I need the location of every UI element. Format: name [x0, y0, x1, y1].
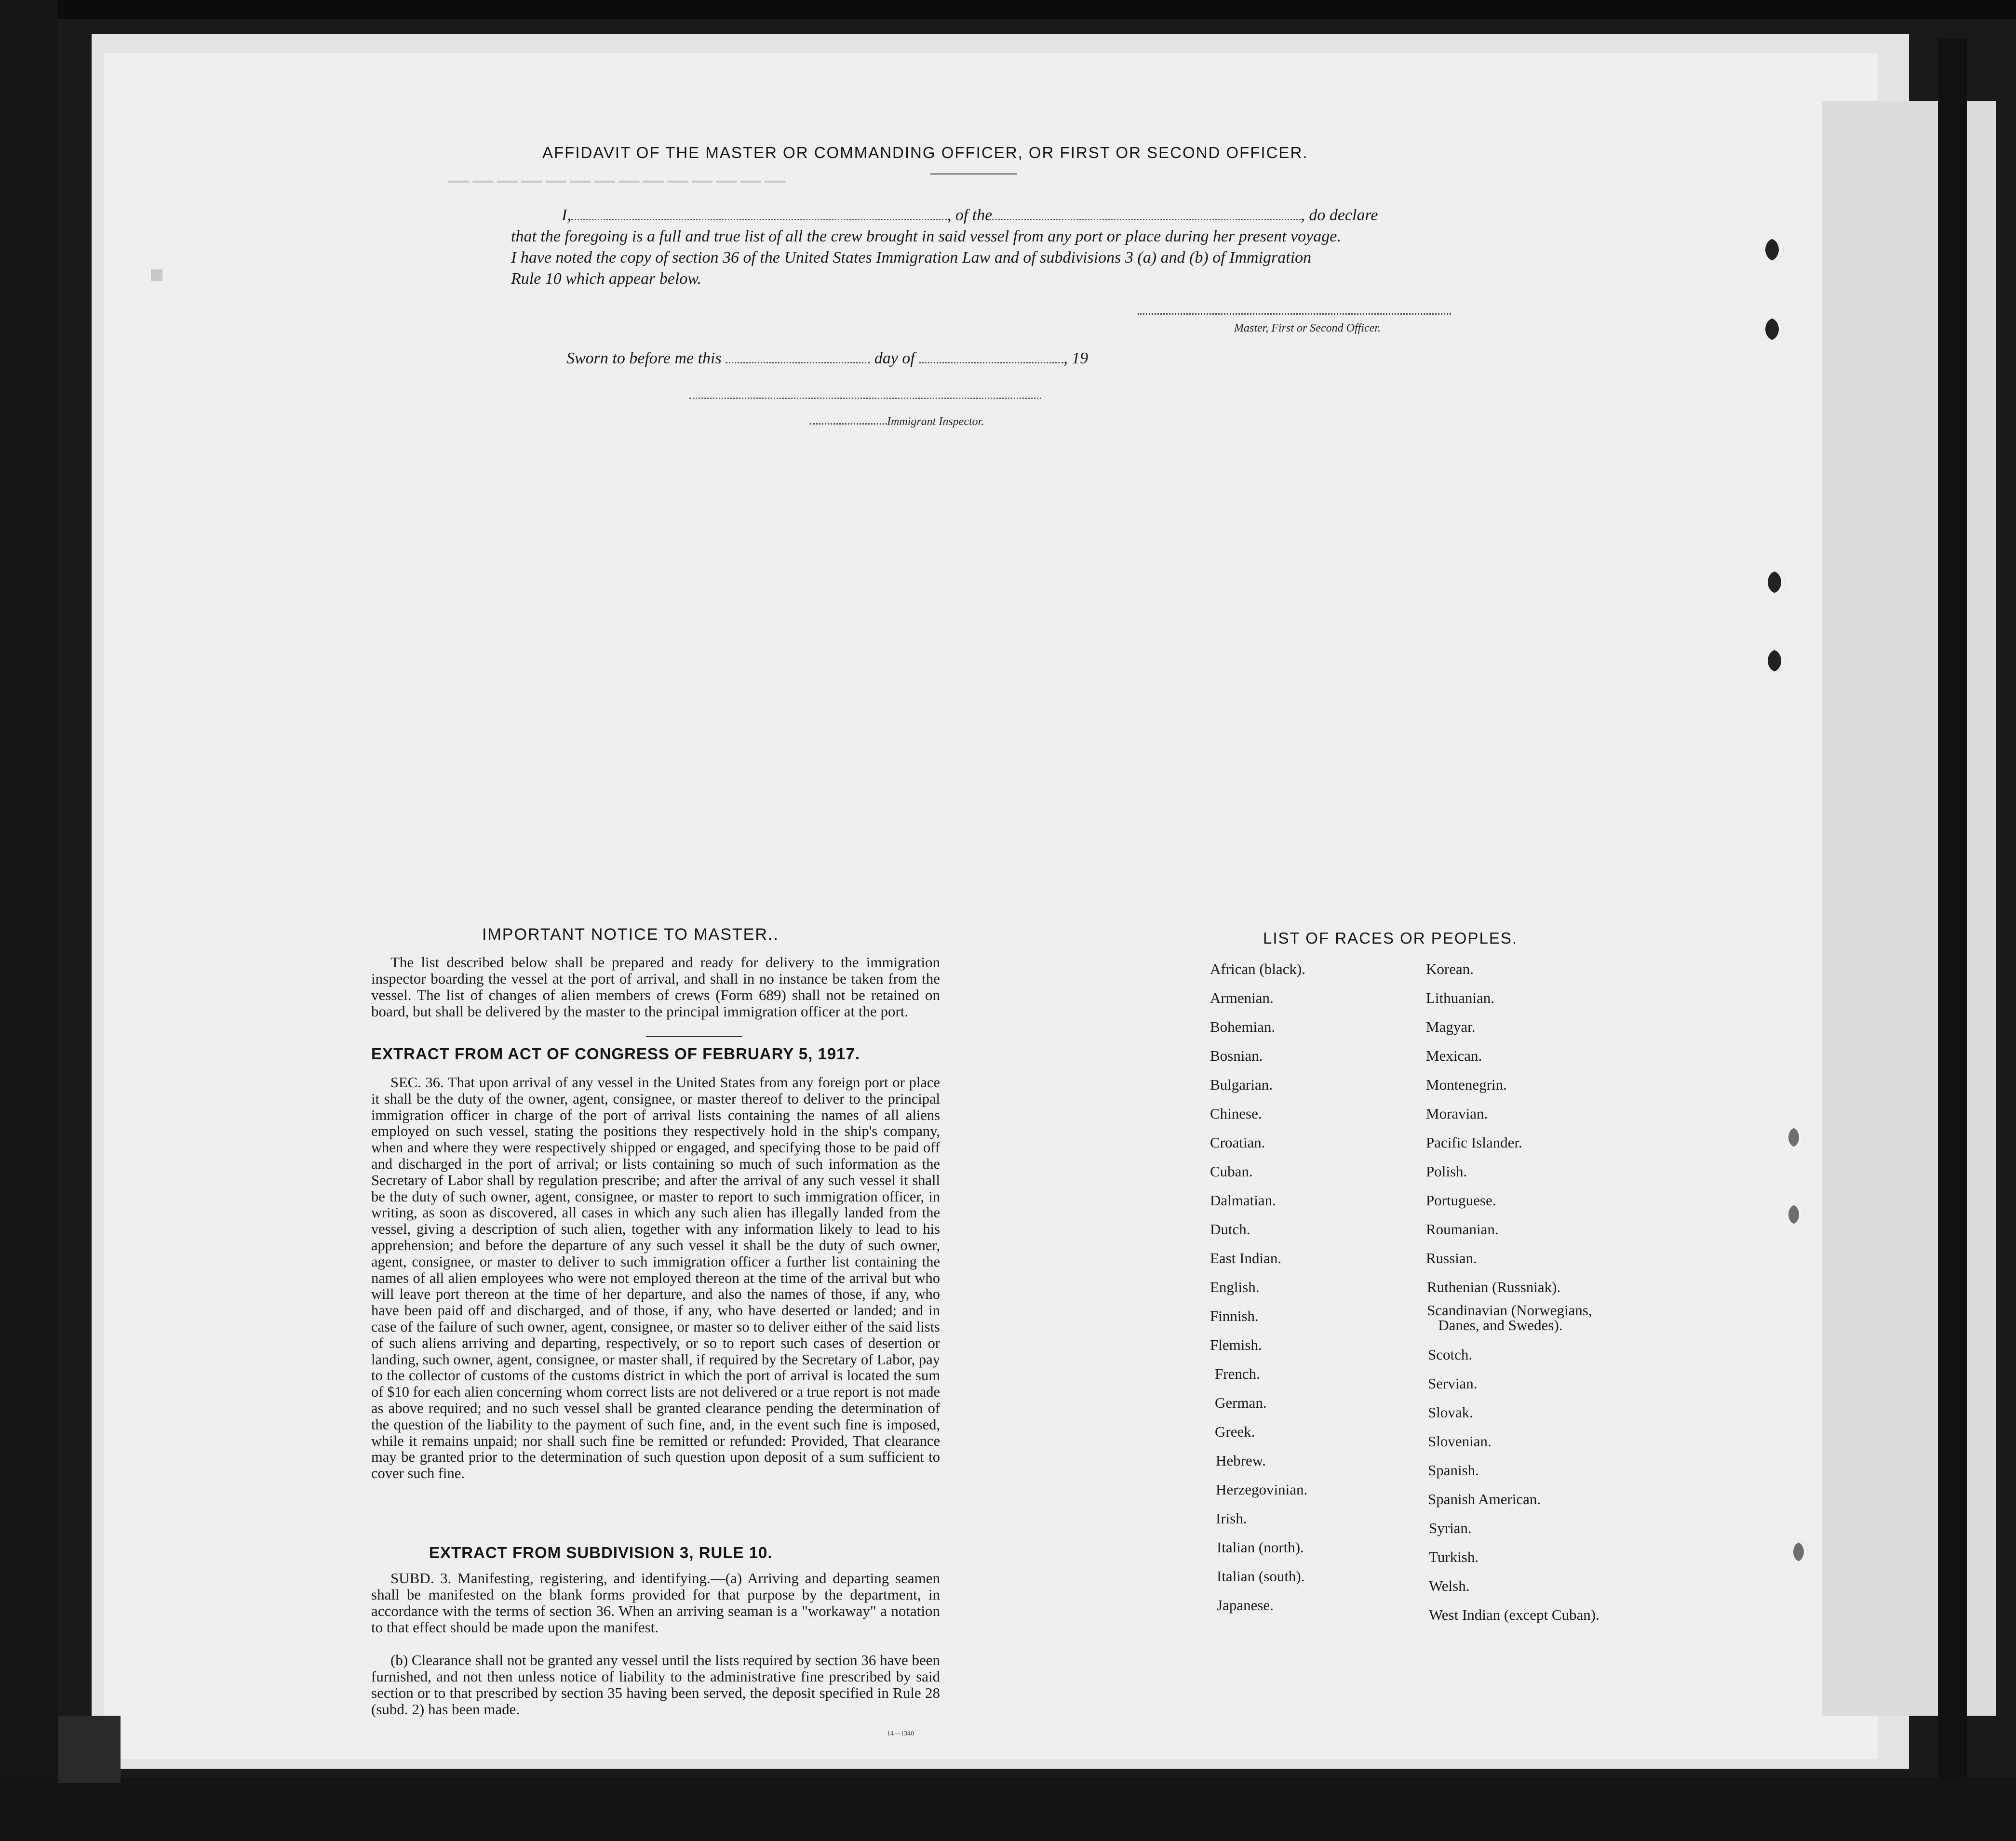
race-item: Korean. [1426, 961, 1474, 977]
race-item: Spanish American. [1428, 1491, 1541, 1507]
of-the-label: , of the [947, 206, 993, 224]
form-page [111, 96, 1817, 1759]
month-blank[interactable] [919, 362, 1063, 363]
bleed-through-mark: ■ [149, 261, 164, 288]
race-item: West Indian (except Cuban). [1429, 1606, 1599, 1623]
vessel-blank[interactable] [992, 219, 1301, 220]
race-item: Portuguese. [1426, 1192, 1496, 1209]
race-item: Chinese. [1210, 1105, 1262, 1122]
affidavit-title: AFFIDAVIT OF THE MASTER OR COMMANDING OFFICER, OR FIRST OR SECOND OFFICER. [542, 144, 1308, 161]
punch-hole-icon [1768, 650, 1786, 672]
race-item: Magyar. [1426, 1018, 1476, 1035]
inspector-signature-blank[interactable] [689, 398, 1041, 399]
race-item: Roumanian. [1426, 1221, 1499, 1238]
race-item: Lithuanian. [1426, 989, 1495, 1006]
punch-hole-icon [1788, 1128, 1803, 1147]
i-label: I, [562, 206, 571, 224]
race-item: Irish. [1216, 1510, 1247, 1527]
race-item: Turkish. [1429, 1548, 1479, 1565]
race-item: Dalmatian. [1210, 1192, 1276, 1209]
race-item: Welsh. [1429, 1577, 1470, 1594]
year-label: , 19 [1063, 349, 1089, 367]
adjacent-page-edge [1822, 101, 1996, 1716]
affidavit-line-2: that the foregoing is a full and true list of all the crew brought in said vessel from any port or place during her present voyage. [511, 227, 1341, 245]
race-item: Pacific Islander. [1426, 1134, 1522, 1151]
binding-shadow [58, 1716, 121, 1783]
race-item: Slovenian. [1428, 1433, 1492, 1450]
race-item: French. [1215, 1365, 1260, 1382]
race-item: Bulgarian. [1210, 1076, 1273, 1093]
race-item: Greek. [1215, 1423, 1255, 1440]
punch-hole-icon [1768, 571, 1786, 593]
act-extract-body: SEC. 36. That upon arrival of any vessel in the United States from any foreign port or place it shall be the duty of the owner, agent, consignee, or master thereof to deliver to the principal immigration officer in charge of the port of arrival lists containing the names of all aliens employed on such vessel, stating the positions they respectively hold in the ship's company, when and where they were respectively shipped or engaged, and specifying those to be paid off and discharged in the port of arrival; or lists containing so much of such information as the Secretary of Labor shall by regulation prescribe; and after the arrival of any such vessel it shall be the duty of such owner, agent, consignee, or master to report to such immigration officer, in writing, as soon as discovered, all cases in which any such alien has illegally landed from the vessel, giving a description of such alien, together with any information likely to lead to his apprehension; and before the departure of any such vessel it shall be the duty of such owner, agent, consignee, or master to deliver to such immigration officer a further list containing the names of all alien employees who were not employed thereon at the time of the arrival but who will leave port thereon at the time of her departure, and also the names of those, if any, who have been paid off and discharged, and of those, if any, who have deserted or landed; and in case of the failure of such owner, agent, consignee, or master so to deliver either of the said lists of such aliens arriving and departing, respectively, or so to report such cases of desertion or landing, such owner, agent, consignee, or master shall, if required by the Secretary of Labor, pay to the collector of customs of the customs district in which the port of arrival is located the sum of $10 for each alien concerning whom correct lists are not delivered or a true report is not made as above required; and no such vessel shall be granted clearance pending the determination of the question of the liability to the payment of such fine, and, in the event such fine is imposed, while it remains unpaid; nor shall such fine be remitted or refunded: Provided, That clearance may be granted prior to the determination of such question upon deposit of a sum sufficient to cover such fine. [371, 1074, 940, 1482]
sworn-line [566, 349, 1088, 368]
race-item: Scandinavian (Norwegians, Danes, and Swedes). [1427, 1302, 1592, 1334]
race-item: Scotch. [1428, 1346, 1473, 1363]
declarant-line [562, 206, 1378, 225]
races-title: LIST OF RACES OR PEOPLES. [1263, 929, 1518, 947]
do-declare-label: , do declare [1301, 206, 1378, 224]
race-item: Italian (north). [1217, 1539, 1304, 1556]
notice-rule [646, 1036, 742, 1037]
race-item: East Indian. [1210, 1250, 1282, 1267]
race-item: Bosnian. [1210, 1047, 1263, 1064]
race-item: English. [1210, 1279, 1260, 1295]
affidavit-line-4: Rule 10 which appear below. [511, 270, 702, 288]
race-item: Flemish. [1210, 1336, 1262, 1353]
race-item: Japanese. [1217, 1597, 1274, 1614]
race-item: Montenegrin. [1426, 1076, 1507, 1093]
race-item: Russian. [1426, 1250, 1477, 1267]
punch-hole-icon [1793, 1542, 1808, 1561]
race-item: Slovak. [1428, 1404, 1473, 1421]
scan-border-bottom [0, 1778, 2016, 1841]
race-item: Italian (south). [1217, 1568, 1305, 1585]
signature-blank[interactable] [1138, 313, 1451, 315]
race-item: Moravian. [1426, 1105, 1488, 1122]
notice-body: The list described below shall be prepared and ready for delivery to the immigration inspector boarding the vessel at the port of arrival, and shall in no instance be taken from the vessel. The list of changes of alien members of crews (Form 689) shall not be retained on board, but shall be delivered by the master to the principal immigration officer at the port. [371, 954, 940, 1020]
act-extract-title: EXTRACT FROM ACT OF CONGRESS OF FEBRUARY 5, 1917. [371, 1045, 860, 1063]
race-item: Armenian. [1210, 989, 1274, 1006]
race-item: Dutch. [1210, 1221, 1250, 1238]
race-item: Spanish. [1428, 1462, 1479, 1479]
notice-title: IMPORTANT NOTICE TO MASTER.. [482, 925, 779, 944]
day-of-label: day of [874, 349, 915, 367]
race-item: Hebrew. [1216, 1452, 1266, 1469]
punch-hole-icon [1765, 318, 1784, 340]
race-item: Finnish. [1210, 1307, 1259, 1324]
inspector-label: Immigrant Inspector. [887, 415, 984, 428]
sworn-label: Sworn to before me this [566, 349, 722, 367]
scan-border-top [0, 0, 2016, 19]
race-item: Syrian. [1429, 1520, 1472, 1536]
race-item: Mexican. [1426, 1047, 1482, 1064]
affidavit-title-rule [930, 173, 1017, 174]
race-item: Ruthenian (Russniak). [1427, 1279, 1561, 1295]
name-blank[interactable] [571, 219, 947, 220]
form-number: 14—1340 [887, 1730, 914, 1737]
race-item: Bohemian. [1210, 1018, 1276, 1035]
race-item: Croatian. [1210, 1134, 1265, 1151]
scan-border-right [1938, 39, 1967, 1802]
rule-extract-para-b: (b) Clearance shall not be granted any vessel until the lists required by section 36 have been furnished, and not then unless notice of liability to the administrative fine prescribed by said section or to that prescribed by section 35 having been served, the deposit specified in Rule 28 (subd. 2) has been made. [371, 1652, 940, 1718]
race-item: Herzegovinian. [1216, 1481, 1308, 1498]
day-blank[interactable] [726, 362, 870, 363]
bleed-through-mark: ────────────── [448, 164, 790, 197]
affidavit-line-3: I have noted the copy of section 36 of the United States Immigration Law and of subdivisions 3 (a) and (b) of Immigration [511, 249, 1312, 267]
race-item: Cuban. [1210, 1163, 1253, 1180]
punch-hole-icon [1788, 1205, 1803, 1224]
scan-border-left [0, 0, 58, 1841]
rule-extract-para-a: SUBD. 3. Manifesting, registering, and identifying.—(a) Arriving and departing seamen shall be manifested on the blank forms provided for that purpose by the department, in accordance with the terms of section 36. When an arriving seaman is a "workaway" a notation to that effect should be made upon the manifest. [371, 1570, 940, 1636]
signature-label: Master, First or Second Officer. [1234, 322, 1381, 334]
race-item: Servian. [1428, 1375, 1478, 1392]
race-item: African (black). [1210, 961, 1305, 977]
punch-hole-icon [1765, 239, 1784, 261]
inspector-sub-blank[interactable] [810, 423, 887, 425]
rule-extract-title: EXTRACT FROM SUBDIVISION 3, RULE 10. [429, 1544, 773, 1561]
race-item: Polish. [1426, 1163, 1467, 1180]
race-item: German. [1215, 1394, 1267, 1411]
